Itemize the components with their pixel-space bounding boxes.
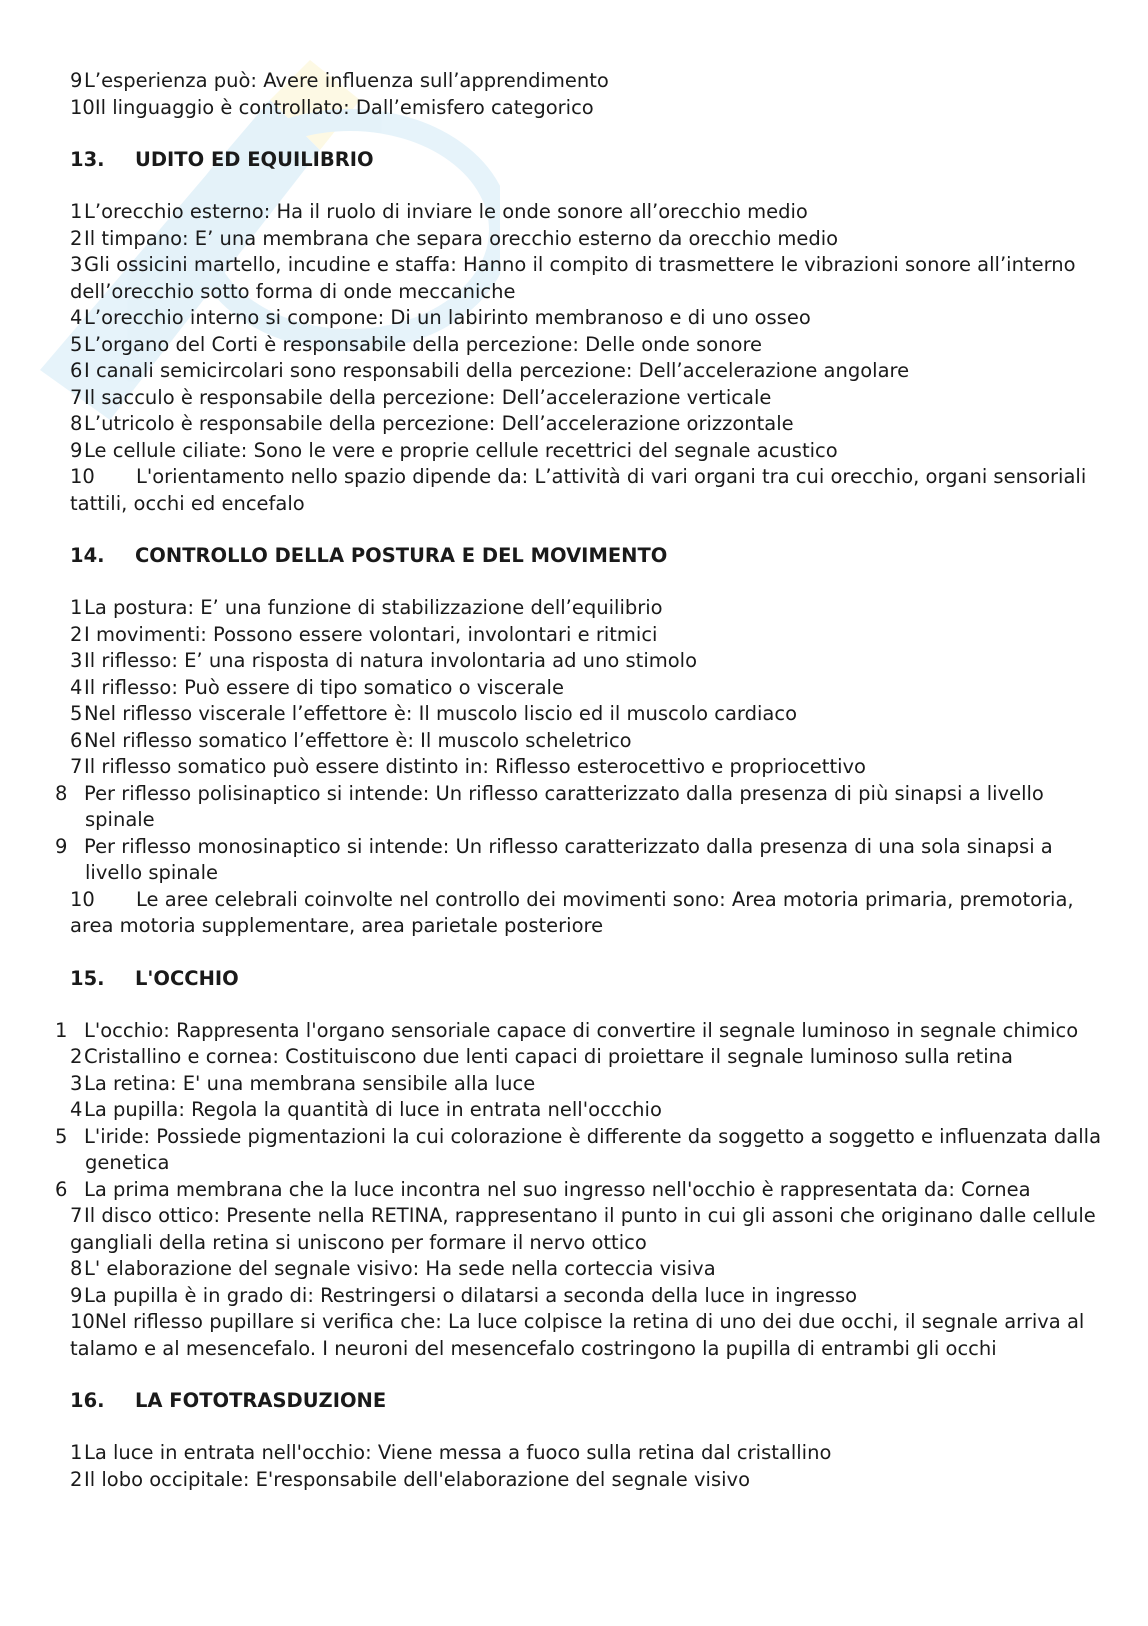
list-item: 1La luce in entrata nell'occhio: Viene messa a fuoco sulla retina dal cristallino <box>70 1441 832 1464</box>
list-item: 6I canali semicircolari sono responsabili della percezione: Dell’accelerazione angolare <box>70 359 910 382</box>
list-item: 1L’orecchio esterno: Ha il ruolo di inviare le onde sonore all’orecchio medio <box>70 200 808 223</box>
list-item: 4La pupilla: Regola la quantità di luce in entrata nell'occchio <box>70 1098 662 1121</box>
list-item: 6 La prima membrana che la luce incontra nel suo ingresso nell'occhio è rappresentata da: Cornea <box>55 1177 1031 1201</box>
list-item: 10 Le aree celebrali coinvolte nel controllo dei movimenti sono: Area motoria primaria, premotoria, area motoria supplementare, area parietale posteriore <box>70 887 1074 937</box>
section-heading: 15. L'OCCHIO <box>70 966 239 990</box>
document-content <box>55 68 1110 1493</box>
section-heading: 13. UDITO ED EQUILIBRIO <box>70 148 374 171</box>
list-item: 1 L'occhio: Rappresenta l'organo sensoriale capace di convertire il segnale luminoso in segnale chimico <box>55 1018 1079 1042</box>
list-item: 5 L'iride: Possiede pigmentazioni la cui colorazione è differente da soggetto a soggetto e influenzata dalla genetica <box>55 1124 1102 1174</box>
list-item: 7Il sacculo è responsabile della percezione: Dell’accelerazione verticale <box>70 385 772 409</box>
list-item: 7Il disco ottico: Presente nella RETINA, rappresentano il punto in cui gli assoni che originano dalle cellule gangliali della retina si uniscono per formare il nervo ottico <box>70 1204 1096 1254</box>
list-item: 3Gli ossicini martello, incudine e staffa: Hanno il compito di trasmettere le vibrazioni sonore all’interno dell’orecchio sotto forma di onde meccaniche <box>70 253 1076 303</box>
list-item: 7Il riflesso somatico può essere distinto in: Riflesso esterocettivo e propriocettivo <box>70 755 866 778</box>
list-item: 2I movimenti: Possono essere volontari, involontari e ritmici <box>70 622 658 646</box>
list-item: 1La postura: E’ una funzione di stabilizzazione dell’equilibrio <box>70 596 663 619</box>
intro-line: 9L’esperienza può: Avere influenza sull’apprendimento <box>70 69 609 92</box>
list-item: 9 Per riflesso monosinaptico si intende: Un riflesso caratterizzato dalla presenza di una sola sinapsi a livello spinale <box>55 834 1053 884</box>
section-heading: 14. CONTROLLO DELLA POSTURA E DEL MOVIMENTO <box>70 544 668 567</box>
section-heading: 16. LA FOTOTRASDUZIONE <box>70 1389 387 1412</box>
list-item: 5L’organo del Corti è responsabile della percezione: Delle onde sonore <box>70 332 763 356</box>
list-item: 10Nel riflesso pupillare si verifica che: La luce colpisce la retina di uno dei due occhi, il segnale arriva al talamo e al mesencefalo. I neuroni del mesencefalo costringono la pupilla di entrambi gli occhi <box>70 1310 1085 1360</box>
list-item: 6Nel riflesso somatico l’effettore è: Il muscolo scheletrico <box>70 728 632 752</box>
list-item: 8 Per riflesso polisinaptico si intende: Un riflesso caratterizzato dalla presenza di più sinapsi a livello spinale <box>55 781 1044 831</box>
list-item: 2Cristallino e cornea: Costituiscono due lenti capaci di proiettare il segnale luminoso sulla retina <box>70 1045 1013 1068</box>
list-item: 9La pupilla è in grado di: Restringersi o dilatarsi a seconda della luce in ingresso <box>70 1283 858 1307</box>
intro-line: 10Il linguaggio è controllato: Dall’emisfero categorico <box>70 95 594 119</box>
list-item: 2Il timpano: E’ una membrana che separa orecchio esterno da orecchio medio <box>70 226 839 250</box>
list-item: 10 L'orientamento nello spazio dipende da: L’attività di vari organi tra cui orecchio, organi sensoriali tattili, occhi ed encefalo <box>70 465 1087 515</box>
list-item: 3La retina: E' una membrana sensibile alla luce <box>70 1071 536 1095</box>
list-item: 4Il riflesso: Può essere di tipo somatico o viscerale <box>70 675 564 699</box>
list-item: 8L’utricolo è responsabile della percezione: Dell’accelerazione orizzontale <box>70 412 794 435</box>
list-item: 8L' elaborazione del segnale visivo: Ha sede nella corteccia visiva <box>70 1257 716 1280</box>
list-item: 5Nel riflesso viscerale l’effettore è: Il muscolo liscio ed il muscolo cardiaco <box>70 702 797 725</box>
list-item: 9Le cellule ciliate: Sono le vere e proprie cellule recettrici del segnale acustico <box>70 438 838 462</box>
list-item: 2Il lobo occipitale: E'responsabile dell'elaborazione del segnale visivo <box>70 1467 750 1491</box>
list-item: 3Il riflesso: E’ una risposta di natura involontaria ad uno stimolo <box>70 649 698 672</box>
list-item: 4L’orecchio interno si compone: Di un labirinto membranoso e di uno osseo <box>70 306 811 329</box>
